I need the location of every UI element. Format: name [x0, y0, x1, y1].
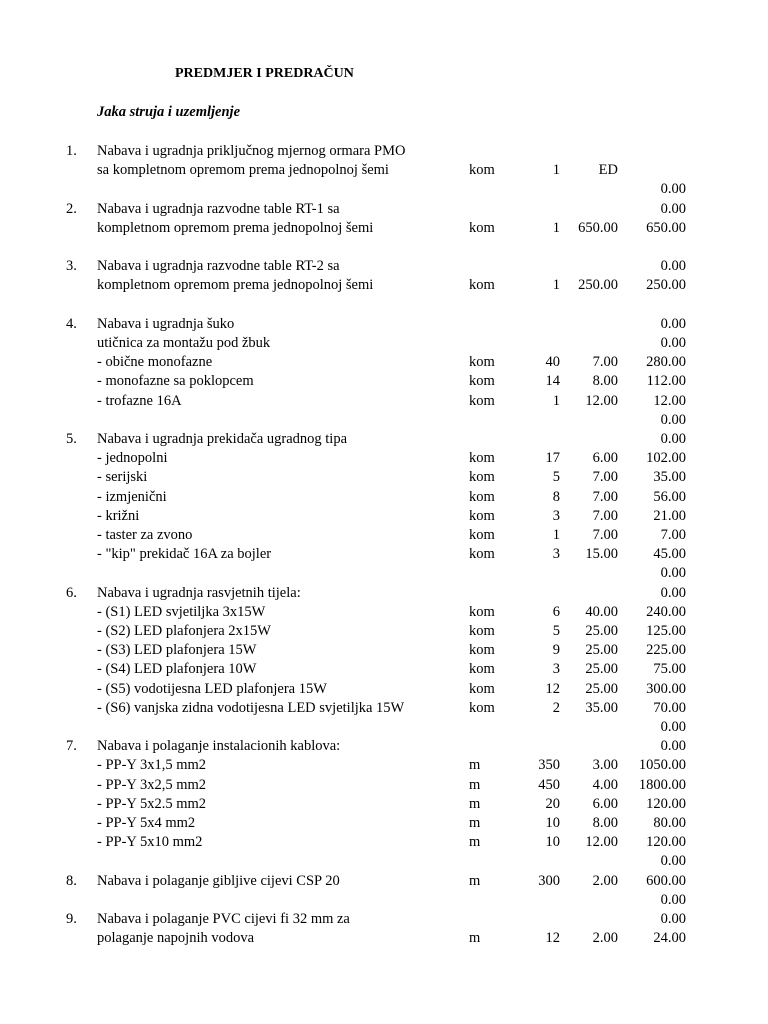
item-total: 125.00 [646, 623, 686, 639]
item-unit: kom [469, 507, 495, 524]
table-row [0, 449, 768, 468]
table-row [0, 526, 768, 545]
item-total: 0.00 [660, 738, 686, 755]
item-total: 600.00 [646, 872, 686, 889]
item-total: 0.00 [660, 565, 686, 582]
table-row [0, 200, 768, 219]
item-unit-price: 4.00 [592, 776, 618, 793]
table-row [0, 564, 768, 583]
table-row [0, 660, 768, 679]
item-description: - PP-Y 5x4 mm2 [97, 815, 196, 831]
item-description: - obične monofazne [97, 354, 213, 371]
table-row [0, 488, 768, 507]
item-description: - izmjenični [97, 488, 167, 505]
table-row [0, 814, 768, 833]
item-unit: m [469, 834, 481, 851]
item-total: 24.00 [653, 930, 686, 947]
item-unit: kom [469, 527, 495, 543]
item-unit-price: 7.00 [592, 488, 618, 505]
table-row [0, 622, 768, 641]
item-quantity: 40 [545, 354, 560, 371]
item-unit-price: 250.00 [578, 277, 618, 294]
item-unit: kom [469, 661, 495, 678]
item-quantity: 1 [552, 162, 560, 179]
table-row [0, 219, 768, 238]
item-quantity: 9 [552, 642, 560, 659]
item-quantity: 10 [545, 815, 560, 831]
item-description: - (S5) vodotijesna LED plafonjera 15W [97, 680, 327, 697]
table-row [0, 180, 768, 199]
item-total: 650.00 [646, 219, 686, 236]
item-unit: kom [469, 642, 495, 659]
item-total: 0.00 [660, 335, 686, 351]
table-row [0, 718, 768, 737]
item-unit-price: 35.00 [585, 699, 618, 716]
item-description: - (S6) vanjska zidna vodotijesna LED svjetiljka 15W [97, 699, 405, 716]
item-description: - križni [97, 507, 140, 524]
item-total: 1050.00 [638, 757, 686, 774]
item-unit: m [469, 872, 481, 889]
item-quantity: 1 [552, 277, 560, 294]
item-total: 56.00 [653, 488, 686, 505]
table-row [0, 545, 768, 564]
item-description: Nabava i ugradnja šuko [97, 315, 235, 332]
item-unit: m [469, 930, 481, 947]
item-total: 0.00 [660, 258, 686, 275]
item-quantity: 450 [538, 776, 560, 793]
table-row [0, 276, 768, 295]
item-unit-price: 25.00 [585, 661, 618, 678]
item-description: - (S3) LED plafonjera 15W [97, 642, 257, 659]
table-row [0, 891, 768, 910]
item-unit-price: 2.00 [592, 872, 618, 889]
item-total: 250.00 [646, 277, 686, 294]
item-total: 1800.00 [638, 776, 686, 793]
item-unit: m [469, 815, 481, 831]
item-description: Nabava i polaganje gibljive cijevi CSP 20 [97, 872, 340, 889]
table-row [0, 795, 768, 814]
item-unit: kom [469, 680, 495, 697]
item-description: polaganje napojnih vodova [97, 930, 255, 947]
item-description: Nabava i polaganje PVC cijevi fi 32 mm za [97, 911, 350, 927]
item-total: 240.00 [646, 603, 686, 620]
item-unit-price: 8.00 [592, 373, 618, 390]
item-total: 80.00 [653, 815, 686, 831]
item-unit-price: 7.00 [592, 469, 618, 486]
table-row [0, 756, 768, 775]
item-quantity: 2 [552, 699, 560, 716]
item-quantity: 1 [552, 219, 560, 236]
item-unit-price: 6.00 [592, 450, 618, 467]
item-number: 7. [66, 738, 77, 755]
item-description: Nabava i ugradnja prekidača ugradnog tipa [97, 431, 348, 447]
item-unit-price: 12.00 [585, 834, 618, 851]
item-number: 2. [66, 200, 77, 217]
table-row [0, 334, 768, 353]
item-total: 70.00 [653, 699, 686, 716]
table-row [0, 257, 768, 276]
item-quantity: 1 [552, 527, 560, 543]
table-row [0, 392, 768, 411]
table-row [0, 296, 768, 315]
item-description: Nabava i ugradnja razvodne table RT-2 sa [97, 258, 340, 275]
item-unit-price: 15.00 [585, 546, 618, 563]
table-row [0, 142, 768, 161]
table-row [0, 411, 768, 430]
item-unit-price: 40.00 [585, 603, 618, 620]
item-description: - PP-Y 5x2.5 mm2 [97, 795, 207, 812]
item-description: - "kip" prekidač 16A za bojler [97, 546, 272, 563]
table-row [0, 929, 768, 948]
item-unit: m [469, 776, 481, 793]
item-total: 0.00 [660, 853, 686, 870]
item-quantity: 14 [545, 373, 560, 390]
item-description: Nabava i polaganje instalacionih kablova: [97, 738, 341, 755]
item-quantity: 5 [552, 623, 560, 639]
table-row [0, 776, 768, 795]
table-row [0, 737, 768, 756]
item-description: Nabava i ugradnja rasvjetnih tijela: [97, 584, 301, 601]
item-unit: kom [469, 162, 495, 179]
table-row [0, 353, 768, 372]
table-row [0, 910, 768, 929]
item-unit: kom [469, 277, 495, 294]
item-unit-price: 25.00 [585, 680, 618, 697]
item-quantity: 300 [538, 872, 560, 889]
item-total: 0.00 [660, 200, 686, 217]
item-number: 5. [66, 431, 77, 447]
table-row [0, 603, 768, 622]
item-quantity: 3 [552, 507, 560, 524]
item-number: 4. [66, 315, 77, 332]
item-number: 9. [66, 911, 77, 927]
table-row [0, 238, 768, 257]
item-unit-price: 25.00 [585, 623, 618, 639]
item-description: - monofazne sa poklopcem [97, 373, 254, 390]
item-total: 225.00 [646, 642, 686, 659]
table-row [0, 833, 768, 852]
item-unit: kom [469, 392, 495, 409]
item-quantity: 8 [552, 488, 560, 505]
item-unit-price: 3.00 [592, 757, 618, 774]
item-unit: kom [469, 373, 495, 390]
item-total: 45.00 [653, 546, 686, 563]
table-row [0, 507, 768, 526]
item-unit-price: 12.00 [585, 392, 618, 409]
item-quantity: 1 [552, 392, 560, 409]
item-description: Nabava i ugradnja priključnog mjernog ormara PMO [97, 143, 406, 159]
item-unit: m [469, 757, 481, 774]
table-row [0, 852, 768, 871]
item-description: - PP-Y 3x2,5 mm2 [97, 776, 207, 793]
item-total: 102.00 [646, 450, 686, 467]
item-total: 0.00 [660, 181, 686, 198]
item-description: - (S2) LED plafonjera 2x15W [97, 623, 271, 639]
item-unit: kom [469, 603, 495, 620]
item-quantity: 20 [545, 795, 560, 812]
item-total: 120.00 [646, 795, 686, 812]
item-total: 300.00 [646, 680, 686, 697]
page-title: PREDMJER I PREDRAČUN [175, 66, 354, 81]
item-unit-price: 7.00 [592, 527, 618, 543]
item-description: - PP-Y 5x10 mm2 [97, 834, 203, 851]
item-quantity: 350 [538, 757, 560, 774]
item-description: - jednopolni [97, 450, 168, 467]
item-description: - serijski [97, 469, 148, 486]
item-unit: kom [469, 699, 495, 716]
item-total: 0.00 [660, 719, 686, 735]
item-unit: m [469, 795, 481, 812]
item-total: 75.00 [653, 661, 686, 678]
item-unit-price: 650.00 [578, 219, 618, 236]
item-number: 6. [66, 584, 77, 601]
item-unit-price: 25.00 [585, 642, 618, 659]
item-total: 21.00 [653, 507, 686, 524]
item-total: 0.00 [660, 431, 686, 447]
item-unit: kom [469, 219, 495, 236]
item-number: 8. [66, 872, 77, 889]
table-row [0, 680, 768, 699]
item-total: 35.00 [653, 469, 686, 486]
item-description: - (S1) LED svjetiljka 3x15W [97, 603, 266, 620]
item-description: sa kompletnom opremom prema jednopolnoj šemi [97, 162, 389, 179]
item-quantity: 17 [545, 450, 560, 467]
item-quantity: 3 [552, 546, 560, 563]
item-description: Nabava i ugradnja razvodne table RT-1 sa [97, 200, 340, 217]
table-row [0, 468, 768, 487]
item-quantity: 10 [545, 834, 560, 851]
item-description: kompletnom opremom prema jednopolnoj šemi [97, 277, 374, 294]
item-unit: kom [469, 623, 495, 639]
item-unit: kom [469, 450, 495, 467]
item-total: 7.00 [660, 527, 686, 543]
item-unit: kom [469, 546, 495, 563]
item-total: 0.00 [660, 411, 686, 428]
item-unit-price: 2.00 [592, 930, 618, 947]
item-total: 0.00 [660, 891, 686, 908]
item-unit: kom [469, 469, 495, 486]
item-description: - trofazne 16A [97, 392, 182, 409]
section-subtitle: Jaka struja i uzemljenje [97, 104, 241, 120]
table-row [0, 699, 768, 718]
item-total: 280.00 [646, 354, 686, 371]
item-total: 112.00 [646, 373, 686, 390]
item-unit: kom [469, 354, 495, 371]
item-unit-price: 8.00 [592, 815, 618, 831]
item-quantity: 12 [545, 930, 560, 947]
table-row [0, 161, 768, 180]
table-row [0, 315, 768, 334]
item-unit-price: ED [598, 162, 618, 179]
item-quantity: 5 [552, 469, 560, 486]
item-description: - taster za zvono [97, 527, 193, 543]
item-total: 0.00 [660, 315, 686, 332]
item-unit: kom [469, 488, 495, 505]
item-number: 1. [66, 143, 77, 159]
item-total: 0.00 [660, 911, 686, 927]
item-description: kompletnom opremom prema jednopolnoj šemi [97, 219, 374, 236]
item-total: 120.00 [646, 834, 686, 851]
item-quantity: 6 [552, 603, 560, 620]
table-row [0, 641, 768, 660]
item-quantity: 3 [552, 661, 560, 678]
item-description: utičnica za montažu pod žbuk [97, 335, 271, 351]
item-description: - PP-Y 3x1,5 mm2 [97, 757, 207, 774]
item-total: 12.00 [653, 392, 686, 409]
table-row [0, 584, 768, 603]
item-description: - (S4) LED plafonjera 10W [97, 661, 257, 678]
item-total: 0.00 [660, 584, 686, 601]
table-row [0, 372, 768, 391]
item-quantity: 12 [545, 680, 560, 697]
table-row [0, 872, 768, 891]
item-unit-price: 7.00 [592, 354, 618, 371]
item-unit-price: 6.00 [592, 795, 618, 812]
item-unit-price: 7.00 [592, 507, 618, 524]
table-row [0, 430, 768, 449]
item-number: 3. [66, 258, 77, 275]
